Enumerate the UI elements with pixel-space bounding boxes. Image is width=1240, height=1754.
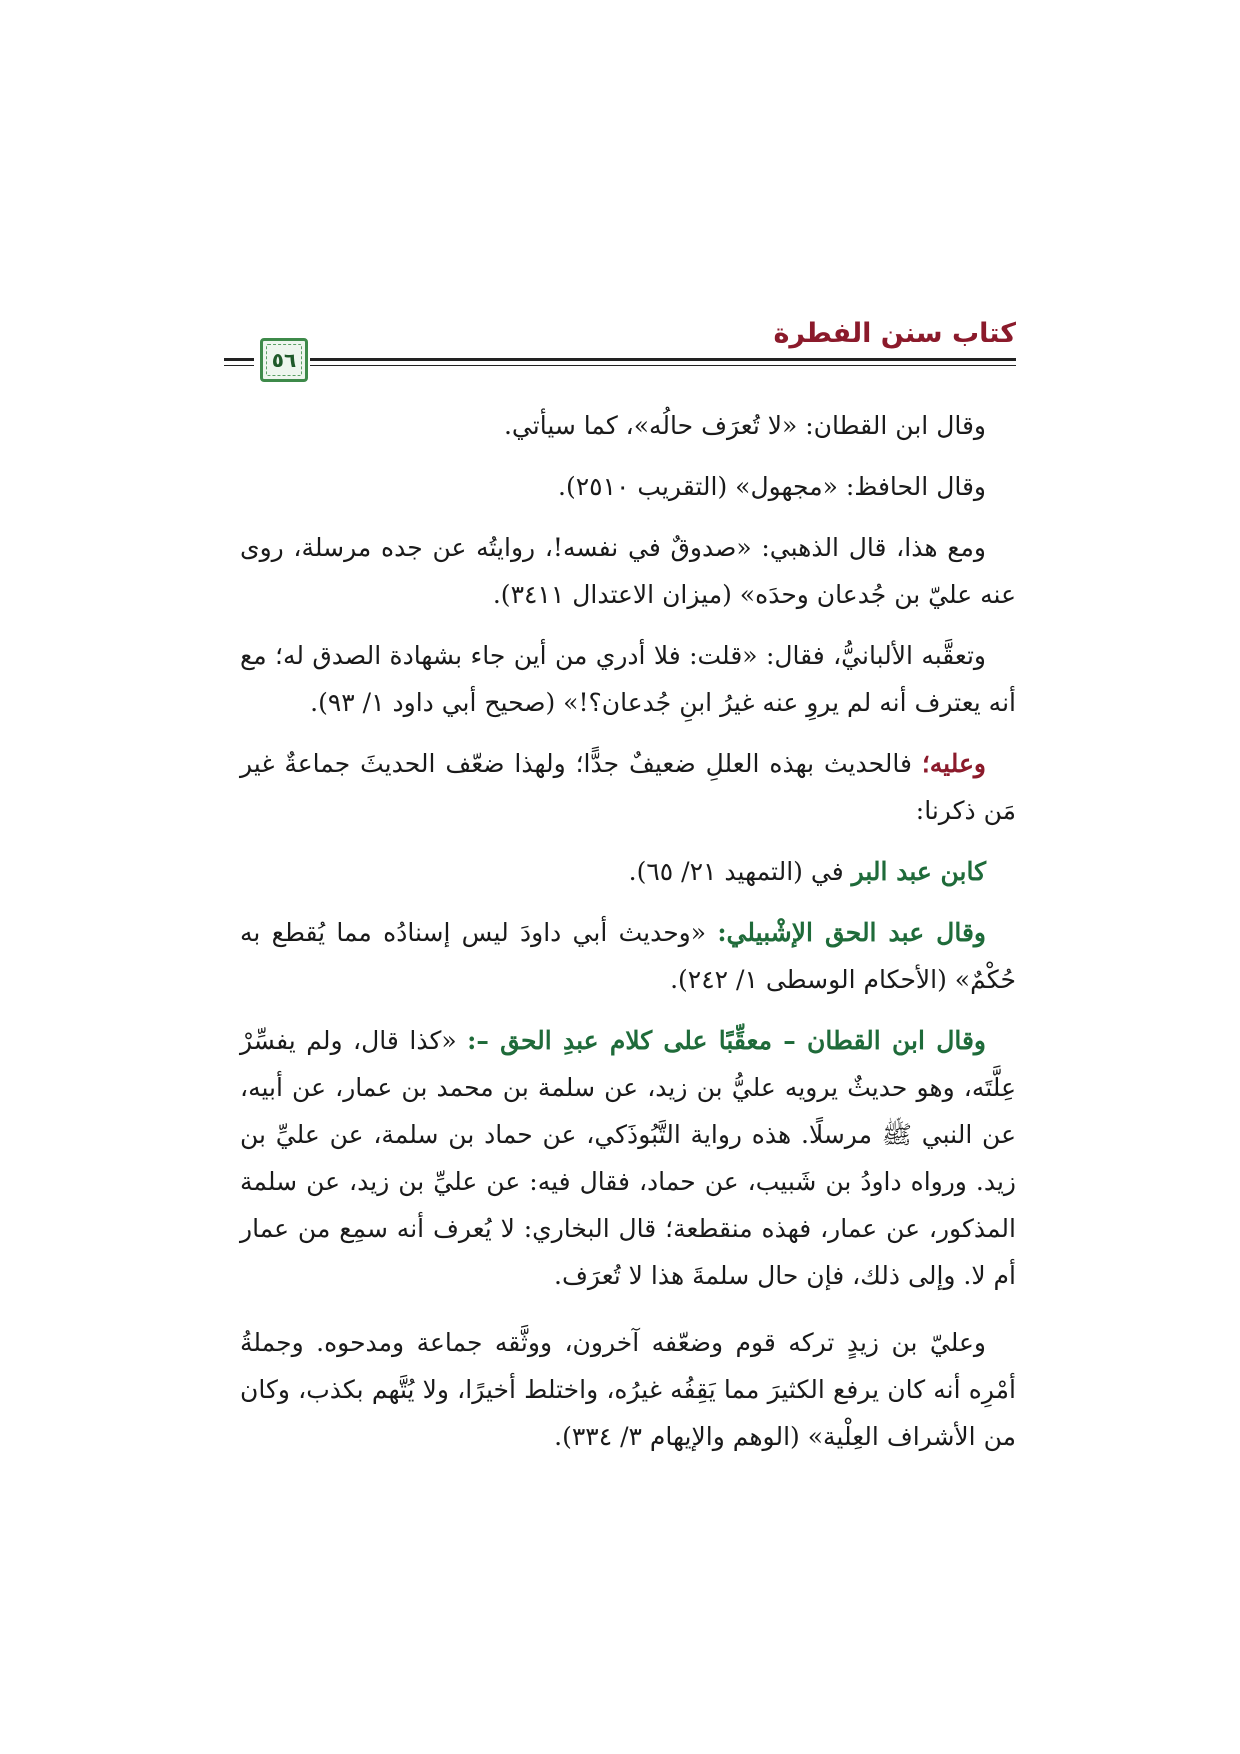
paragraph-lead: وقال عبد الحق الإشْبيلي: — [717, 918, 986, 947]
header-rule — [310, 358, 1016, 361]
paragraph-text: فالحديث بهذه العللِ ضعيفٌ جدًّا؛ ولهذا ضعّف الحديثَ جماعةٌ غير مَن ذكرنا: — [240, 749, 1016, 825]
header-rule — [224, 365, 254, 366]
paragraph-text: ومع هذا، قال الذهبي: «صدوقٌ في نفسه!، روايتُه عن جده مرسلة، روى عنه عليّ بن جُدعان وحدَه» (ميزان الاعتدال ٣٤١١). — [240, 533, 1016, 609]
paragraph — [240, 402, 1016, 449]
paragraph — [240, 848, 1016, 895]
header-rule — [224, 358, 254, 361]
header-rule — [310, 365, 1016, 366]
paragraph-text: «وحديث أبي داودَ ليس إسنادُه مما يُقطع به حُكْمٌ» (الأحكام الوسطى ١/ ٢٤٢). — [240, 918, 1016, 994]
page-body — [240, 402, 1016, 1460]
paragraph — [240, 463, 1016, 510]
paragraph-lead: كابن عبد البر — [851, 857, 986, 886]
paragraph — [240, 1017, 1016, 1299]
page-header — [224, 318, 1016, 388]
paragraph-text: وتعقَّبه الألبانيُّ، فقال: «قلت: فلا أدري من أين جاء بشهادة الصدق له؛ مع أنه يعترف أنه لم يروِ عنه غيرُ ابنِ جُدعان؟!» (صحيح أبي داود ١/ ٩٣). — [240, 641, 1016, 717]
paragraph-text: «كذا قال، ولم يفسِّرْ عِلَّتَه، وهو حديثٌ يرويه عليُّ بن زيد، عن سلمة بن محمد بن عمار، عن أبيه، عن النبي ﷺ مرسلًا. هذه رواية التَّبُوذَكي، عن حماد بن سلمة، عن عليِّ بن زيد. ورواه داودُ بن شَبيب، عن حماد، فقال فيه: عن عليِّ بن زيد، عن سلمة المذكور، عن عمار، فهذه منقطعة؛ قال البخاري: لا يُعرف أنه سمِع من عمار أم لا. وإلى ذلك، فإن حال سلمةَ هذا لا تُعرَف. — [240, 1026, 1016, 1290]
page-number-badge — [260, 338, 308, 382]
paragraph — [240, 632, 1016, 726]
paragraph-text: وعليّ بن زيدٍ تركه قوم وضعّفه آخرون، ووثَّقه جماعة ومدحوه. وجملةُ أمْرِه أنه كان يرفع الكثيرَ مما يَقِفُه غيرُه، واختلط أخيرًا، ولا يُتَّهم بكذب، وكان من الأشراف العِلْية» (الوهم والإيهام ٣/ ٣٣٤). — [240, 1328, 1016, 1451]
paragraph-text: وقال ابن القطان: «لا تُعرَف حالُه»، كما سيأتي. — [503, 411, 986, 440]
paragraph-text: وقال الحافظ: «مجهول» (التقريب ٢٥١٠). — [558, 472, 986, 501]
paragraph-text: في (التمهيد ٢١/ ٦٥). — [628, 857, 852, 886]
paragraph — [240, 909, 1016, 1003]
paragraph-lead: وقال ابن القطان – معقِّبًا على كلام عبدِ الحق –: — [467, 1026, 987, 1055]
page-number: ٥٦ — [271, 348, 297, 372]
paragraph-lead: وعليه؛ — [921, 749, 986, 778]
paragraph — [240, 740, 1016, 834]
book-title: كتاب سنن الفطرة — [773, 318, 1016, 349]
paragraph — [240, 524, 1016, 618]
paragraph — [240, 1319, 1016, 1460]
